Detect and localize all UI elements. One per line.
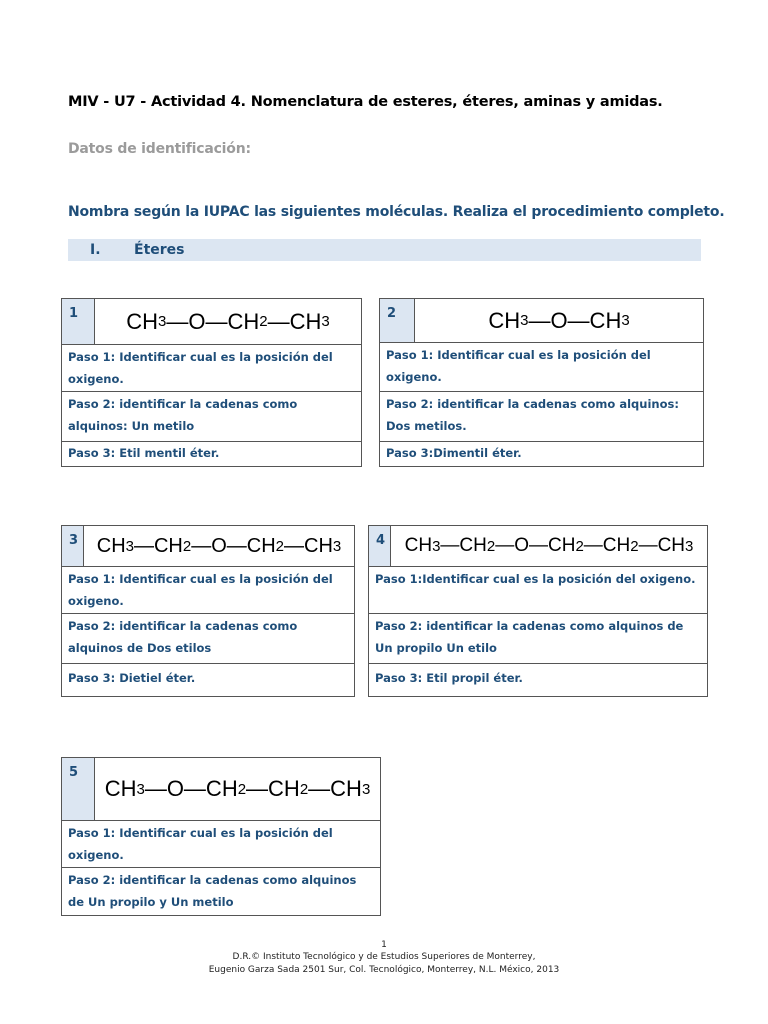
section-number: I. [90,242,101,258]
molecule-card-4 [368,525,708,697]
molecule-card-2 [379,298,704,467]
copyright-line-1: D.R.© Instituto Tecnológico y de Estudios Superiores de Monterrey, [232,952,536,962]
step-2: Paso 2: identificar la cadenas como alquinos de Un propilo Un etilo [369,614,707,664]
step-2: Paso 2: identificar la cadenas como alquinos de Un propilo y Un metilo [68,873,357,909]
step-3: Paso 3:Dimentil éter. [386,446,522,460]
document-title: MIV - U7 - Actividad 4. Nomenclatura de esteres, éteres, aminas y amidas. [68,94,663,110]
copyright-line-2: Eugenio Garza Sada 2501 Sur, Col. Tecnológico, Monterrey, N.L. México, 2013 [208,965,560,975]
step-1: Paso 1: Identificar cual es la posición del oxigeno. [380,343,703,392]
molecule-card-1 [61,298,362,467]
section-title: Éteres [134,242,185,258]
step-3: Paso 3: Etil propil éter. [375,671,523,685]
molecule-card-5 [61,757,381,916]
molecule-formula: CH 3 —CH 2 —O—CH 2 —CH 2 —CH 3 [404,535,694,556]
step-1: Paso 1:Identificar cual es la posición del oxigeno. [369,567,707,614]
step-3: Paso 3: Dietiel éter. [68,671,196,685]
step-2: Paso 2: identificar la cadenas como alquinos: Un metilo [62,392,361,442]
step-1: Paso 1: Identificar cual es la posición del oxigeno. [62,345,361,392]
identification-heading: Datos de identificación: [68,141,251,157]
card-number: 3 [62,526,84,566]
card-number: 5 [62,758,95,820]
molecule-card-3 [61,525,355,697]
step-2: Paso 2: identificar la cadenas como alquinos: Dos metilos. [380,392,703,442]
instruction-text: Nombra según la IUPAC las siguientes moléculas. Realiza el procedimiento completo. [68,204,725,220]
molecule-formula: CH 3 —O—CH 2 —CH 3 [126,308,330,334]
step-2: Paso 2: identificar la cadenas como alquinos de Dos etilos [62,614,354,664]
card-number: 4 [369,526,391,566]
molecule-formula: CH 3 —O—CH 3 [488,307,630,333]
step-1: Paso 1: Identificar cual es la posición del oxigeno. [62,567,354,614]
card-number: 1 [62,299,95,344]
section-header [68,239,701,261]
molecule-formula: CH 3 —CH 2 —O—CH 2 —CH 3 [96,534,342,557]
step-1: Paso 1: Identificar cual es la posición del oxigeno. [62,821,380,868]
step-3: Paso 3: Etil mentil éter. [68,446,220,460]
card-number: 2 [380,299,415,342]
page-number: 1 [381,940,387,950]
molecule-formula: CH 3 —O—CH 2 —CH 2 —CH 3 [104,776,371,801]
